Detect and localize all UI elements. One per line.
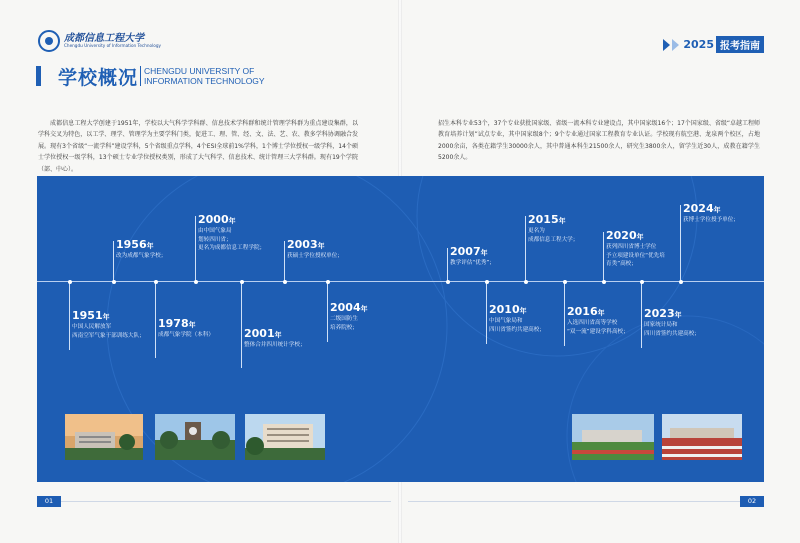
timeline-dot: [194, 280, 198, 284]
event-year: 2020年: [606, 229, 644, 242]
timeline-dot: [283, 280, 287, 284]
timeline-event: [644, 308, 700, 338]
event-year: 2004年: [330, 301, 368, 314]
timeline-event: [116, 239, 166, 261]
intro-paragraph-left: 成都信息工程大学创建于1951年，学校以大气科学学科群、信息技术学科群和统计管理学科群为重点建设集群，以学科交叉为特色，以工学、理学、管理学为主要学科门类，促进工、理、管、经、文、法、艺、农、教多学科协调融合发展。现有3个省级“一流学科”建设学科，5个省级重点学科，4个ESI全球前1%学科，1个博士学位授权一级学科，14个硕士学位授权一级学科，13个硕士专业学位授权类别，形成了大气科学、信息技术、统计管理三大学科群。现有19个学院（部、中心）。: [38, 120, 358, 173]
guide-label: 报考指南: [716, 36, 764, 53]
event-description: 四川省签约共建高校；: [489, 326, 545, 333]
event-year: 2000年: [198, 213, 236, 226]
campus-photo: [245, 414, 325, 460]
timeline-band: [37, 176, 764, 482]
title-divider: [140, 66, 141, 86]
logo-name-en: Chengdu University of Information Technology: [64, 43, 161, 49]
campus-photo: [155, 414, 235, 460]
event-description: 整体合并四川统计学校；: [244, 342, 306, 348]
timeline-event: [567, 306, 629, 336]
timeline-event: [450, 246, 495, 268]
timeline-event: [198, 214, 265, 253]
event-description: 二级国防生: [330, 316, 358, 322]
event-description: “双一流”建设学科高校；: [567, 328, 629, 335]
university-logo: [38, 30, 161, 52]
guide-badge: [663, 36, 764, 53]
timeline-dot: [240, 280, 244, 284]
arrow-icon: [672, 39, 679, 51]
arrow-icon: [663, 39, 670, 51]
timeline-tick: [195, 216, 196, 281]
event-year: 2023年: [644, 307, 682, 320]
event-description: 培养院校；: [330, 324, 358, 331]
timeline-dot: [563, 280, 567, 284]
event-description: 教学评估“优秀”；: [450, 260, 495, 266]
campus-photo: [662, 414, 742, 460]
timeline-event: [244, 328, 306, 350]
guide-year: 2025: [683, 38, 714, 51]
timeline-tick: [564, 281, 565, 346]
event-year: 1956年: [116, 238, 154, 251]
event-description: 获博士学位授予单位；: [683, 217, 739, 223]
timeline-event: [606, 230, 665, 269]
timeline-dot: [485, 280, 489, 284]
event-description: 获硕士学位授权单位；: [287, 253, 343, 259]
timeline-tick: [525, 216, 526, 281]
timeline-event: [528, 214, 578, 244]
timeline-tick: [641, 281, 642, 348]
timeline-tick: [327, 281, 328, 342]
event-description: 改为成都气象学校；: [116, 253, 167, 259]
campus-photo: [572, 414, 654, 460]
timeline-event: [330, 302, 368, 332]
timeline-tick: [113, 241, 114, 281]
timeline-event: [158, 318, 214, 340]
timeline-event: [489, 304, 545, 334]
title-accent-bar: [36, 66, 41, 86]
event-description: 更名为成都信息工程学院；: [198, 245, 266, 252]
footer-rule: [408, 501, 740, 502]
page-title-en: [144, 66, 265, 86]
event-description: 由中国气象局: [198, 228, 232, 234]
event-description: 四川省签约共建高校；: [644, 330, 700, 337]
event-description: 中国人民解放军: [72, 324, 112, 330]
timeline-dot: [602, 280, 606, 284]
timeline-tick: [486, 281, 487, 344]
timeline-axis: [37, 281, 764, 282]
timeline-dot: [112, 280, 116, 284]
timeline-dot: [640, 280, 644, 284]
event-description: 国家统计局和: [644, 322, 678, 328]
timeline-event: [287, 239, 343, 261]
seal-icon: [38, 30, 60, 52]
event-year: 2024年: [683, 202, 721, 215]
event-year: 2003年: [287, 238, 325, 251]
footer-rule: [61, 501, 391, 502]
timeline-tick: [241, 281, 242, 368]
event-description: 成都气象学院（本科）: [158, 332, 214, 338]
event-description: 成都信息工程大学；: [528, 236, 579, 243]
timeline-dot: [524, 280, 528, 284]
timeline-tick: [284, 241, 285, 281]
timeline-tick: [69, 281, 70, 350]
timeline-tick: [155, 281, 156, 358]
timeline-event: [72, 310, 145, 340]
timeline-tick: [603, 232, 604, 281]
event-description: 育类”高校；: [606, 261, 637, 268]
page-title: 学校概况: [58, 67, 139, 89]
event-year: 2016年: [567, 305, 605, 318]
title-en-line2: INFORMATION TECHNOLOGY: [144, 76, 265, 86]
intro-paragraph-right: 招生本科专业53个，37个专业获批国家级、省级一流本科专业建设点，其中国家级16个；17个国家级、省级“卓越工程师教育培养计划”试点专业，其中国家级8个；9个专业通过国家工程教育专业认证。学校现有航空港、龙泉两个校区，占地2000余亩，各类在籍学生30000余人，其中普通本科生21500余人，研究生3800余人，留学生近30人，成教在籍学生5200余人。: [438, 120, 760, 162]
event-year: 2010年: [489, 303, 527, 316]
event-year: 2015年: [528, 213, 566, 226]
event-description: 中国气象局和: [489, 318, 523, 324]
event-year: 1951年: [72, 309, 110, 322]
timeline-event: [683, 203, 739, 225]
event-year: 1978年: [158, 317, 196, 330]
title-en-line1: CHENGDU UNIVERSITY OF: [144, 66, 255, 76]
page-number-left: 01: [37, 496, 61, 507]
timeline-dot: [68, 280, 72, 284]
campus-photo: [65, 414, 143, 460]
event-description: 划转四川省；: [198, 236, 232, 243]
page-number-right: 02: [740, 496, 764, 507]
event-description: 入选四川省高等学校: [567, 320, 618, 326]
timeline-dot: [154, 280, 158, 284]
event-year: 2007年: [450, 245, 488, 258]
event-description: 西南空军气象干部训练大队；: [72, 332, 145, 339]
timeline-tick: [447, 248, 448, 281]
logo-name-cn: 成都信息工程大学: [64, 32, 144, 44]
event-description: 予立项建设单位“优先培: [606, 252, 665, 259]
timeline-dot: [679, 280, 683, 284]
event-description: 获列四川省博士学位: [606, 244, 657, 250]
timeline-tick: [680, 205, 681, 281]
event-description: 更名为: [528, 228, 545, 234]
timeline-dot: [446, 280, 450, 284]
timeline-dot: [326, 280, 330, 284]
event-year: 2001年: [244, 327, 282, 340]
